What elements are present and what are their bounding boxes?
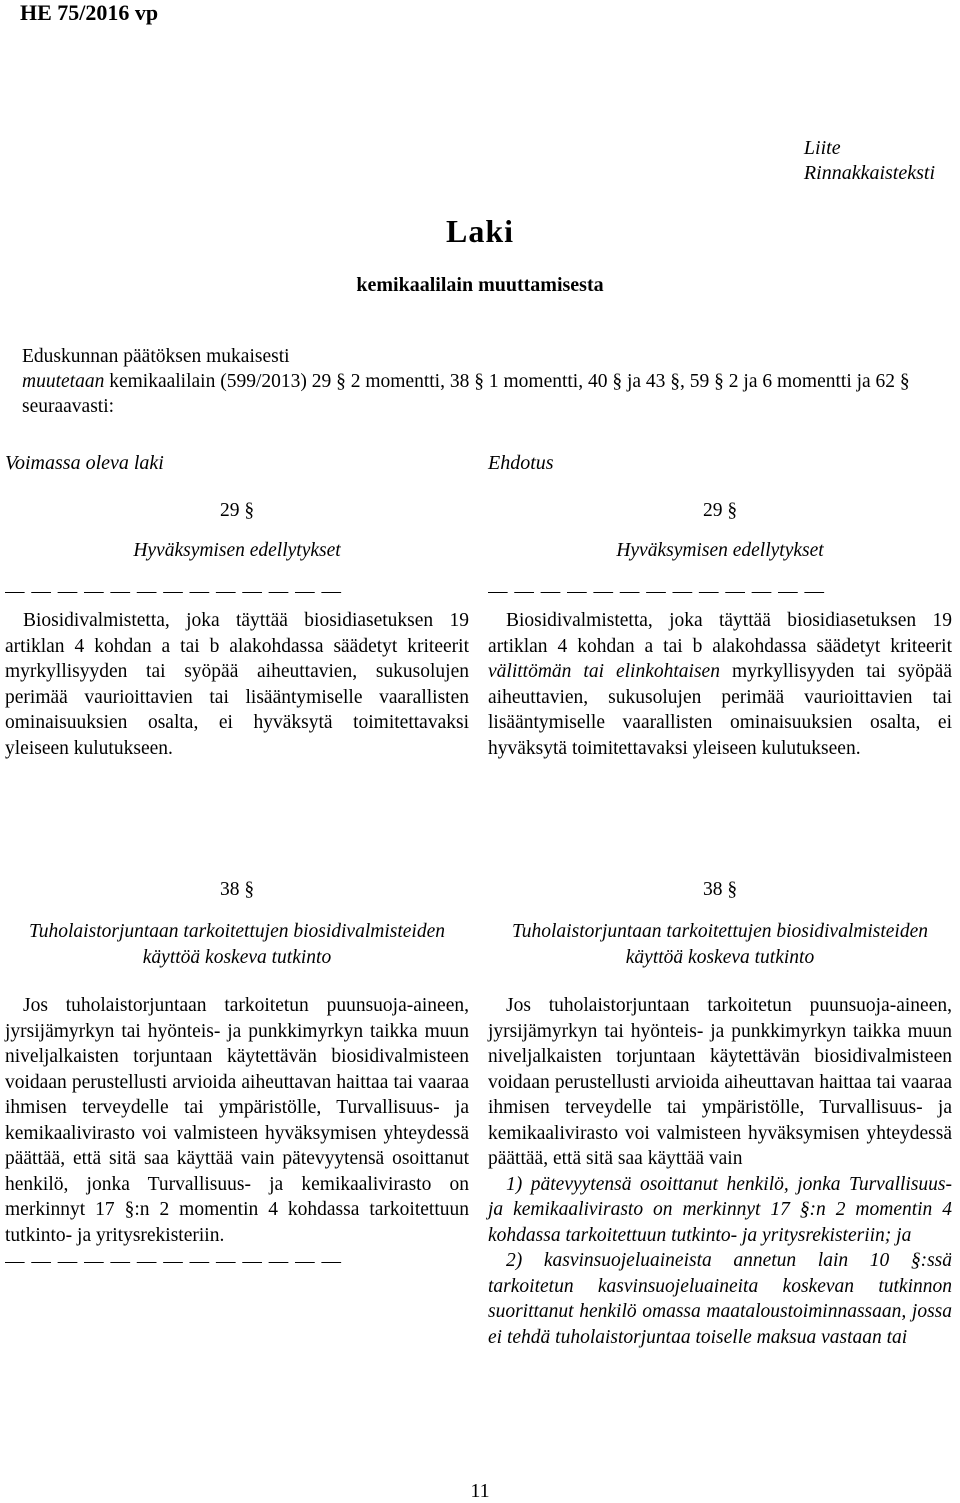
omission-dashes: — — — — — — — — — — — — — [5, 1252, 342, 1272]
section-text-emphasis: välittömän tai elinkohtaisen [488, 661, 720, 682]
intro-line2 [22, 369, 960, 419]
section-text [488, 608, 952, 761]
attachment-line1: Liite [803, 137, 841, 159]
section-number: 29 § [219, 500, 255, 521]
section-number: 38 § [219, 879, 255, 900]
document-id: HE 75/2016 vp [20, 0, 159, 25]
attachment-line2: Rinnakkaisteksti [803, 162, 935, 184]
right-section-29 [488, 498, 952, 761]
law-subtitle: kemikaalilain muuttamisesta [356, 274, 604, 296]
left-section-29 [5, 498, 469, 761]
item-2-text: 2) kasvinsuojeluaineista annetun lain 10 §:ssä tarkoitetun kasvinsuojeluaineita koskevan tutkinnon suorittanut henkilö omassa maataloustoiminnassaan, jossa ei tehdä tuholaistorjuntaa toiselle maksua vastaan tai [488, 1250, 952, 1348]
intro-line1: Eduskunnan päätöksen mukaisesti [22, 346, 290, 367]
attachment-label [804, 136, 935, 186]
section-text-a: Biosidivalmistetta, joka täyttää biosidiasetuksen 19 artiklan 4 kohdan a tai b alakohdassa säädetyt kriteerit [488, 610, 952, 657]
left-column-heading: Voimassa oleva laki [5, 452, 164, 474]
right-column-heading: Ehdotus [488, 452, 554, 474]
section-title: Hyväksymisen edellytykset [133, 540, 341, 561]
intro-verb: muutetaan [22, 371, 105, 392]
law-title: Laki [445, 213, 515, 249]
intro-paragraph [22, 344, 960, 419]
section-title: Tuholaistorjuntaan tarkoitettujen biosidivalmisteiden käyttöä koskeva tutkinto [512, 921, 928, 968]
section-item-1 [488, 1172, 952, 1249]
right-section-38 [488, 877, 952, 1350]
section-text: Jos tuholaistorjuntaan tarkoitetun puunsuoja-aineen, jyrsijämyrkyn tai hyönteis- ja punkkimyrkyn taikka muun niveljalkaisten torjuntaan käytettävän biosidivalmisteen voidaan perustellusti arvioida aiheuttavan haittaa tai vaaraa ihmisen terveydelle tai ympäristölle, Turvallisuus- ja kemikaalivirasto voi valmisteen hyväksymisen yhteydessä päättää, että sitä saa käyttää vain pätevyytensä osoittanut henkilö, jonka Turvallisuus- ja kemikaalivirasto on merkinnyt 17 §:n 2 momentin 4 kohdassa tarkoitettuun tutkinto- ja yritysrekisteriin. [5, 995, 469, 1246]
section-text: Jos tuholaistorjuntaan tarkoitetun puunsuoja-aineen, jyrsijämyrkyn tai hyönteis- ja punkkimyrkyn taikka muun niveljalkaisten torjuntaan käytettävän biosidivalmisteen voidaan perustellusti arvioida aiheuttavan haittaa tai vaaraa ihmisen terveydelle tai ympäristölle, Turvallisuus- ja kemikaalivirasto voi valmisteen hyväksymisen yhteydessä päättää, että sitä saa käyttää vain [488, 995, 952, 1169]
section-text-b: myrkyllisyyden tai syöpää aiheuttavien, sukusolujen perimää vaurioittavien tai lisääntymiselle vaarallisten ominaisuuksien osalta, ei hyväksytä toimitettavaksi yleiseen kulutukseen. [488, 661, 952, 759]
page-number: 11 [470, 1480, 490, 1502]
omission-dashes: — — — — — — — — — — — — — [488, 582, 825, 602]
left-section-38 [5, 877, 469, 1272]
omission-dashes: — — — — — — — — — — — — — [5, 582, 342, 602]
section-item-2 [488, 1248, 952, 1350]
item-1-text: 1) pätevyytensä osoittanut henkilö, jonka Turvallisuus- ja kemikaalivirasto on merkinnyt 17 §:n 2 momentin 4 kohdassa tarkoitettuun tutkinto- ja yritysrekisteriin; ja [488, 1173, 952, 1246]
section-number: 38 § [702, 879, 738, 900]
section-number: 29 § [702, 500, 738, 521]
section-text: Biosidivalmistetta, joka täyttää biosidiasetuksen 19 artiklan 4 kohdan a tai b alakohdassa säädetyt kriteerit myrkyllisyyden tai syöpää aiheuttavien, sukusolujen perimää vaurioittavien tai lisääntymiselle vaarallisten ominaisuuksien osalta, ei hyväksytä toimitettavaksi yleiseen kulutukseen. [5, 610, 469, 759]
section-title: Hyväksymisen edellytykset [616, 540, 824, 561]
section-title: Tuholaistorjuntaan tarkoitettujen biosidivalmisteiden käyttöä koskeva tutkinto [29, 921, 445, 968]
intro-rest: kemikaalilain (599/2013) 29 § 2 momentti, 38 § 1 momentti, 40 § ja 43 §, 59 § 2 ja 6 momentti ja 62 § seuraavasti: [22, 371, 910, 417]
